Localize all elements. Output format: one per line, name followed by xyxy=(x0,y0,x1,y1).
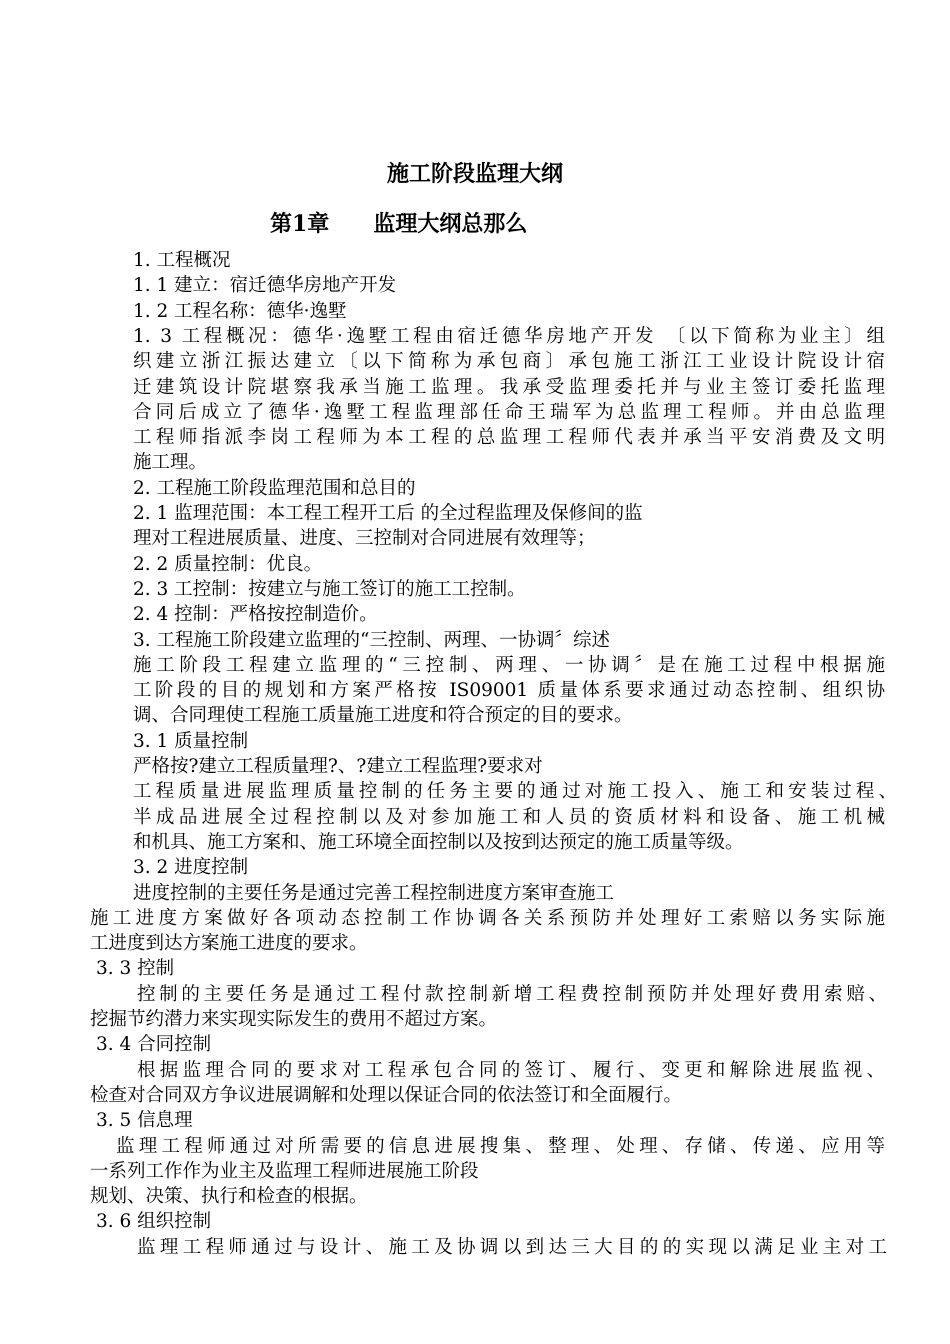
text-line: 1. 1 建立：宿迁德华房地产开发 xyxy=(133,275,397,297)
text-line: 监理工程师通过对所需要的信息进展搜集、整理、处理、存储、传递、应用等 xyxy=(116,1135,885,1157)
text-line: 工程师指派李岗工程师为本工程的总监理工程师代表并承当平安消费及文明 xyxy=(133,427,885,449)
text-line: 3. 6 组织控制 xyxy=(96,1211,212,1233)
text-line: 1. 工程概况 xyxy=(133,250,231,271)
text-line: 半成品进展全过程控制以及对参加施工和人员的资质材料和设备、施工机械 xyxy=(133,806,885,828)
text-line: 迁建筑设计院堪察我承当施工监理。我承受监理委托并与业主签订委托监理 xyxy=(133,376,885,398)
text-line: 控制的主要任务是通过工程付款控制新增工程费控制预防并处理好费用索赔、 xyxy=(137,983,887,1005)
chapter-title: 监理大纲总那么 xyxy=(373,211,528,237)
text-line: 1. 3 工程概况：德华·逸墅工程由宿迁德华房地产开发 〔以下简称为业主〕组 xyxy=(133,325,885,347)
text-line: 工进度到达方案施工进度的要求。 xyxy=(90,933,368,955)
text-line: 规划、决策、执行和检查的根据。 xyxy=(90,1186,368,1208)
text-line: 合同后成立了德华·逸墅工程监理部任命王瑞军为总监理工程师。并由总监理 xyxy=(133,401,885,423)
text-line: 施工进度方案做好各项动态控制工作协调各关系预防并处理好工索赔以务实际施 xyxy=(90,907,885,929)
text-line: 严格按?建立工程质量理?、?建立工程监理?要求对 xyxy=(133,756,543,777)
text-line: 检查对合同双方争议进展调解和处理以保证合同的依法签订和全面履行。 xyxy=(90,1084,683,1106)
text-line: 进度控制的主要任务是通过完善工程控制进度方案审查施工 xyxy=(133,882,615,904)
text-line: 一系列工作作为业主及监理工程师进展施工阶段 xyxy=(90,1160,479,1182)
text-line: 3. 2 进度控制 xyxy=(133,857,249,879)
text-line: 2. 工程施工阶段监理范围和总目的 xyxy=(133,477,416,499)
text-line: 调、合同理使工程施工质量施工进度和符合预定的目的要求。 xyxy=(133,705,633,727)
text-line: 工程质量进展监理质量控制的任务主要的通过对施工投入、施工和安装过程、 xyxy=(133,781,897,803)
text-line: 3. 5 信息理 xyxy=(96,1110,193,1132)
text-line: 根据监理合同的要求对工程承包合同的签订、履行、变更和解除进展监视、 xyxy=(137,1059,885,1081)
text-line: 3. 4 合同控制 xyxy=(96,1034,212,1056)
text-line: 织建立浙江振达建立〔以下简称为承包商〕承包施工浙江工业设计院设计宿 xyxy=(133,351,885,373)
text-line: 施工理。 xyxy=(133,452,208,474)
text-line: 和机具、施工方案和、施工环境全面控制以及按到达预定的施工质量等级。 xyxy=(133,831,744,853)
chapter-heading xyxy=(270,208,527,240)
text-line: 工阶段的目的规划和方案严格按 IS09001 质量体系要求通过动态控制、组织协 xyxy=(133,680,885,702)
text-line: 2. 4 控制：严格按控制造价。 xyxy=(133,604,378,626)
text-line: 3. 1 质量控制 xyxy=(133,730,249,752)
text-line: 施工阶段工程建立监理的“三控制、两理、一协调〞是在施工过程中根据施 xyxy=(133,654,885,676)
text-line: 2. 3 工控制：按建立与施工签订的施工工控制。 xyxy=(133,578,526,600)
text-line: 2. 1 监理范围：本工程工程开工后 的全过程监理及保修间的监 xyxy=(133,503,643,524)
text-line: 理对工程进展质量、进度、三控制对合同进展有效理等； xyxy=(133,528,596,550)
text-line: 3. 工程施工阶段建立监理的“三控制、两理、一协调〞综述 xyxy=(133,629,610,651)
text-line: 3. 3 控制 xyxy=(96,958,175,980)
text-line: 2. 2 质量控制：优良。 xyxy=(133,553,323,575)
text-line: 1. 2 工程名称：德华·逸墅 xyxy=(133,300,347,322)
chapter-number: 第1章 xyxy=(270,211,330,237)
document-title: 施工阶段监理大纲 xyxy=(386,161,563,187)
text-line: 挖掘节约潜力来实现实际发生的费用不超过方案。 xyxy=(90,1009,498,1030)
text-line: 监理工程师通过与设计、施工及协调以到达三大目的的实现以满足业主对工 xyxy=(137,1236,887,1258)
